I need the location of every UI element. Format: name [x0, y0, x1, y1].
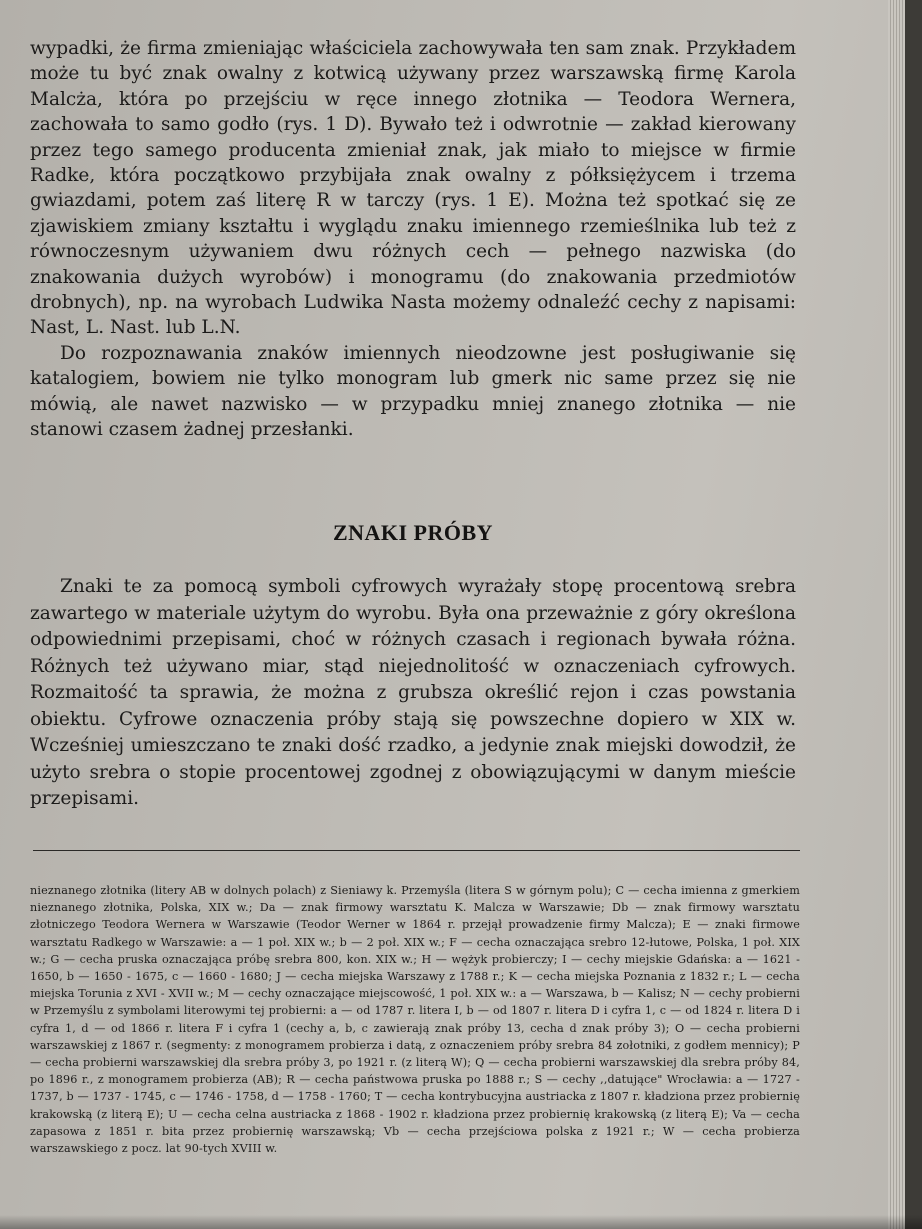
- footnote-text: nieznanego złotnika (litery AB w dolnych polach) z Sieniawy k. Przemyśla (litera S w górnym polu); C — cecha imienna z gmerkiem nieznanego złotnika, Polska, XIX w.; Da — znak firmowy warsztatu K. Malcza w Warszawie; Db — znak firmowy warsztatu złotniczego Teodora Wernera w Warszawie (Teodor Werner w 1864 r. przejął prowadzenie firmy Malcza); E — znaki firmowe warsztatu Radkego w Warszawie: a — 1 poł. XIX w.; b — 2 poł. XIX w.; F — cecha oznaczająca srebro 12-łutowe, Polska, 1 poł. XIX w.; G — cecha pruska oznaczająca próbę srebra 800, kon. XIX w.; H — wężyk probierczy; I — cechy miejskie Gdańska: a — 1621 - 1650, b — 1650 - 1675, c — 1660 - 1680; J — cecha miejska Warszawy z 1788 r.; K — cecha miejska Poznania z 1832 r.; L — cecha miejska Torunia z XVI - XVII w.; M — cechy oznaczające miejscowość, 1 poł. XIX w.: a — Warszawa, b — Kalisz; N — cechy probierni w Przemyślu z symbolami literowymi tej probierni: a — od 1787 r. litera I, b — od 1807 r. litera D i cyfra 1, c — od 1824 r. litera D i cyfra 1, d — od 1866 r. litera F i cyfra 1 (cechy a, b, c zawierają znak próby 13, cecha d znak próby 3); O — cecha probierni warszawskiej z 1867 r. (segmenty: z monogramem probierza i datą, z oznaczeniem próby srebra 84 zołotniki, z godłem mennicy); P — cecha probierni warszawskiej dla srebra próby 3, po 1921 r. (z literą W); Q — cecha probierni warszawskiej dla srebra próby 84, po 1896 r., z monogramem probierza (AB); R — cecha państwowa pruska po 1888 r.; S — cechy ,,datujące" Wrocławia: a — 1727 - 1737, b — 1737 - 1745, c — 1746 - 1758, d — 1758 - 1760; T — cecha kontrybucyjna austriacka z 1807 r. kładziona przez probiernię krakowską (z literą E); U — cecha celna austriacka z 1868 - 1902 r. kładziona przez probiernię krakowską (z literą E); Va — cecha zapasowa z 1851 r. bita przez probiernię warszawską; Vb — cecha przejściowa polska z 1921 r.; W — cecha probierza warszawskiego z pocz. lat 90-tych XVIII w.: [30, 884, 800, 1156]
- section-heading: ZNAKI PRÓBY: [332, 520, 494, 545]
- section-paragraph: Znaki te za pomocą symboli cyfrowych wyrażały stopę procentową srebra zawartego w materiale użytym do wyrobu. Była ona przeważnie z góry określona odpowiednimi przepisami, choć w różnych czasach i regionach bywała różna. Różnych też używano miar, stąd niejednolitość w oznaczeniach cyfrowych. Rozmaitość ta sprawia, że można z grubsza określić rejon i czas powstania obiektu. Cyfrowe oznaczenia próby stają się powszechne dopiero w XIX w. Wcześniej umieszczano te znaki dość rzadko, a jedynie znak miejski dowodził, że użyto srebra o stopie procentowej zgodnej z obowiązującymi w danym mieście przepisami.: [30, 576, 796, 809]
- paragraph-2: Do rozpoznawania znaków imiennych nieodzowne jest posługiwanie się katalogiem, bowiem nie tylko monogram lub gmerk nic same przez się nie mówią, ale nawet nazwisko — w przypadku mniej znanego złotnika — nie stanowi czasem żadnej przesłanki.: [30, 342, 796, 441]
- footnote-divider: [33, 850, 800, 851]
- page-shadow: [0, 1215, 922, 1229]
- paragraph-1: wypadki, że firma zmieniając właściciela zachowywała ten sam znak. Przykładem może tu być znak owalny z kotwicą używany przez warszawską firmę Karola Malcża, która po przejściu w ręce innego złotnika — Teodora Wernera, zachowała to samo godło (rys. 1 D). Bywało też i odwrotnie — zakład kierowany przez tego samego producenta zmieniał znak, jak miało to miejsce w firmie Radke, która początkowo przybijała znak owalny z półksiężycem i trzema gwiazdami, potem zaś literę R w tarczy (rys. 1 E). Można też spotkać się ze zjawiskiem zmiany kształtu i wyglądu znaku imiennego rzemieślnika lub też z równoczesnym używaniem dwu różnych cech — pełnego nazwiska (do znakowania dużych wyrobów) i monogramu (do znakowania przedmiotów drobnych), np. na wyrobach Ludwika Nasta możemy odnaleźć cechy z napisami: Nast, L. Nast. lub L.N.: [30, 38, 796, 339]
- figure-caption-footnote: [30, 882, 800, 1157]
- main-text: [30, 36, 796, 443]
- section-text: [30, 574, 796, 813]
- page-edge: [888, 0, 905, 1229]
